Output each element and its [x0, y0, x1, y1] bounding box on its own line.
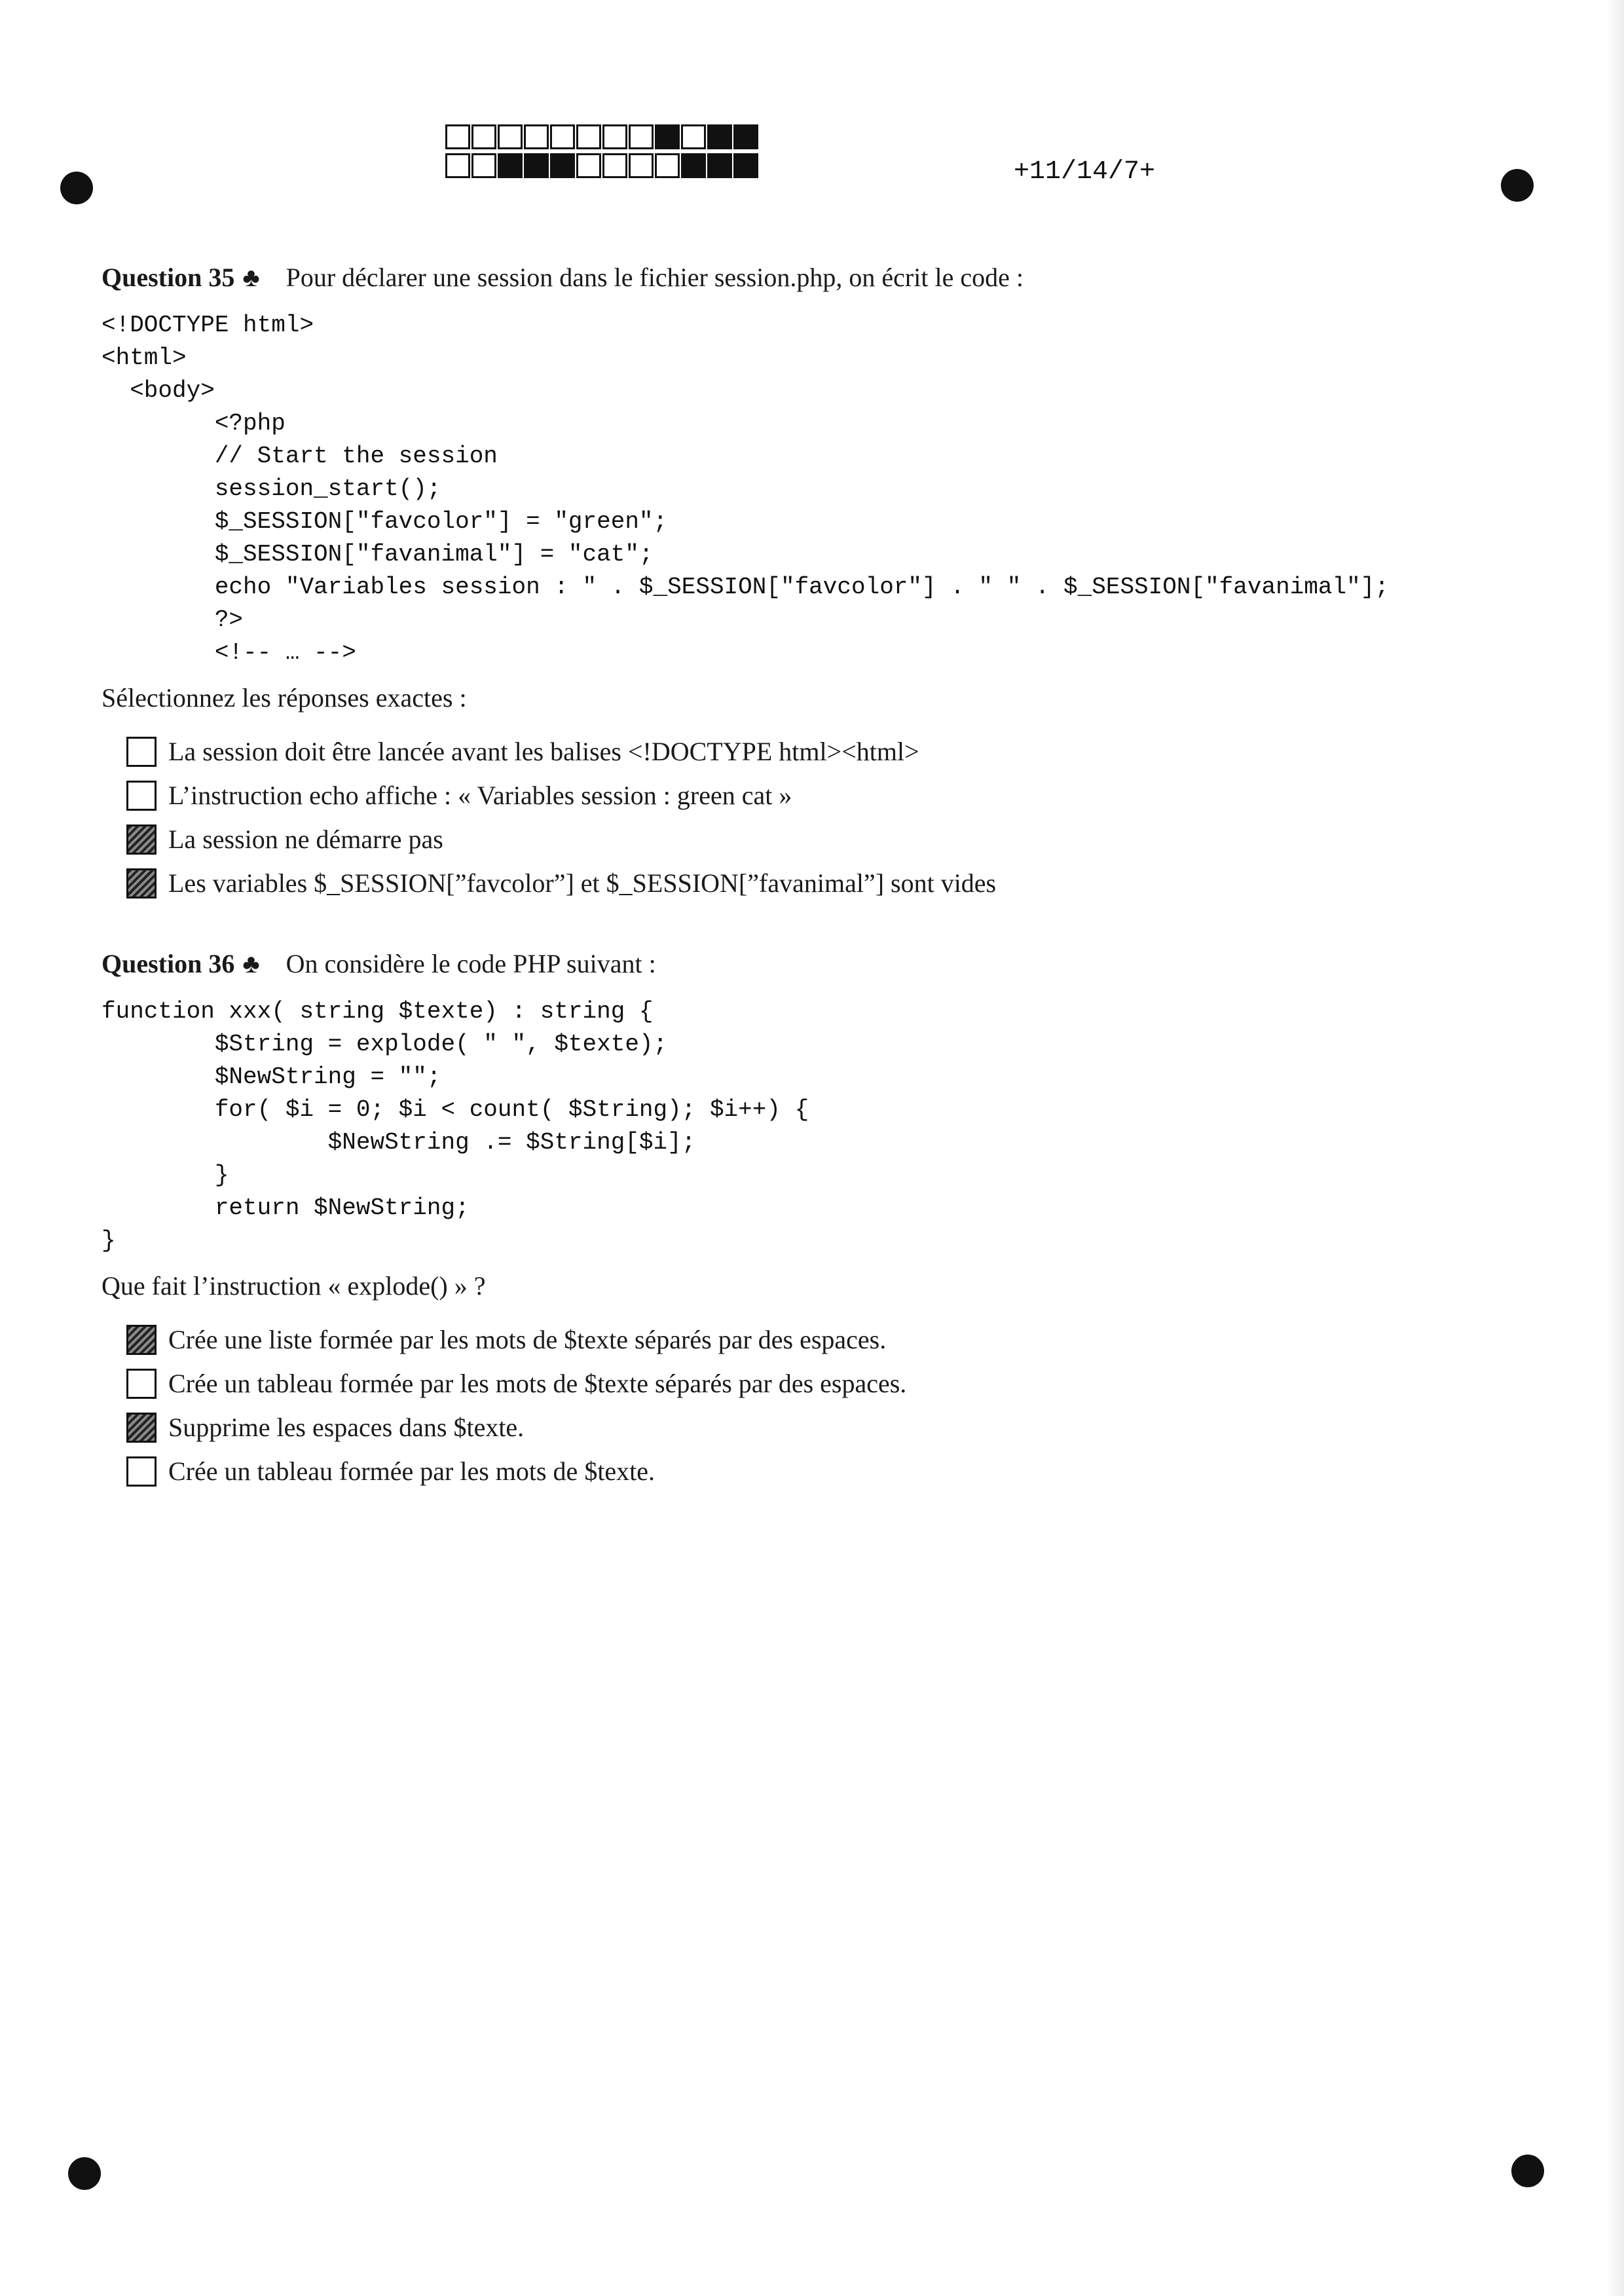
question-36: [101, 947, 1529, 1493]
question-header: [101, 261, 1529, 295]
question-number: Question 36: [101, 949, 235, 978]
code-line: $_SESSION["favanimal"] = "cat";: [101, 541, 654, 568]
answer-list: [126, 730, 1529, 905]
code-line: $String = explode( " ", $texte);: [101, 1031, 668, 1058]
code-line: }: [101, 1162, 229, 1189]
barcode-cell: [733, 153, 758, 178]
code-line: <?php: [101, 410, 286, 437]
barcode-cell: [707, 124, 732, 149]
barcode-cell: [707, 153, 732, 178]
answer-option[interactable]: [126, 1361, 1529, 1405]
code-line: function xxx( string $texte) : string {: [101, 998, 654, 1025]
page-barcode: [445, 124, 760, 182]
question-prompt: Sélectionnez les réponses exactes :: [101, 683, 467, 713]
answer-label: Les variables $_SESSION[”favcolor”] et $_SESSION[”favanimal”] sont vides: [168, 868, 997, 898]
barcode-cell: [524, 124, 549, 149]
empty-checkbox[interactable]: [126, 1369, 157, 1399]
empty-checkbox[interactable]: [126, 781, 157, 811]
barcode-cell: [471, 124, 496, 149]
checked-checkbox[interactable]: [126, 1325, 157, 1355]
barcode-cell: [471, 153, 496, 178]
barcode-cell: [655, 153, 680, 178]
question-intro: Pour déclarer une session dans le fichier session.php, on écrit le code :: [286, 263, 1024, 292]
code-line: $NewString .= $String[$i];: [101, 1129, 696, 1156]
answer-list: [126, 1318, 1529, 1493]
code-line: }: [101, 1227, 116, 1254]
question-35: [101, 261, 1529, 905]
barcode-cell: [576, 124, 601, 149]
code-line: // Start the session: [101, 443, 498, 470]
barcode-cell: [550, 153, 575, 178]
answer-option[interactable]: [126, 1318, 1529, 1361]
page-id: +11/14/7+: [1014, 157, 1156, 187]
barcode-cell: [524, 153, 549, 178]
code-block: [101, 995, 1529, 1257]
answer-label: Crée une liste formée par les mots de $texte séparés par des espaces.: [168, 1325, 887, 1354]
barcode-cell: [445, 153, 470, 178]
code-block: [101, 309, 1529, 669]
club-icon: ♣: [242, 949, 260, 978]
barcode-cell: [681, 124, 706, 149]
answer-label: Supprime les espaces dans $texte.: [168, 1413, 525, 1442]
barcode-cell: [602, 124, 627, 149]
checked-checkbox[interactable]: [126, 824, 157, 855]
answer-option[interactable]: [126, 1405, 1529, 1449]
checked-checkbox[interactable]: [126, 868, 157, 898]
barcode-cell: [498, 124, 523, 149]
corner-marker-top-right: [1501, 169, 1534, 202]
code-line: for( $i = 0; $i < count( $String); $i++) {: [101, 1096, 809, 1123]
empty-checkbox[interactable]: [126, 737, 157, 767]
checked-checkbox[interactable]: [126, 1413, 157, 1443]
question-number: Question 35: [101, 263, 235, 292]
answer-label: Crée un tableau formée par les mots de $texte.: [168, 1456, 655, 1486]
question-header: [101, 947, 1529, 981]
code-line: session_start();: [101, 475, 441, 502]
barcode-row: [445, 124, 760, 149]
code-line: echo "Variables session : " . $_SESSION["favcolor"] . " " . $_SESSION["favanimal"];: [101, 574, 1389, 601]
question-intro: On considère le code PHP suivant :: [286, 949, 656, 978]
club-icon: ♣: [242, 263, 260, 292]
barcode-cell: [498, 153, 523, 178]
barcode-cell: [445, 124, 470, 149]
barcode-cell: [681, 153, 706, 178]
code-line: return $NewString;: [101, 1194, 470, 1221]
answer-option[interactable]: [126, 730, 1529, 773]
answer-option[interactable]: [126, 1449, 1529, 1493]
answer-label: La session ne démarre pas: [168, 824, 443, 854]
corner-marker-bottom-right: [1511, 2155, 1544, 2187]
scan-edge-shadow: [1607, 0, 1624, 2296]
code-line: <body>: [101, 377, 215, 404]
empty-checkbox[interactable]: [126, 1456, 157, 1487]
answer-option[interactable]: [126, 817, 1529, 861]
code-line: <!DOCTYPE html>: [101, 312, 314, 339]
code-line: <!-- … -->: [101, 639, 356, 666]
code-line: $_SESSION["favcolor"] = "green";: [101, 508, 668, 535]
barcode-row: [445, 153, 760, 178]
answer-label: L’instruction echo affiche : « Variables session : green cat »: [168, 781, 792, 810]
code-line: <html>: [101, 344, 187, 371]
answer-option[interactable]: [126, 861, 1529, 905]
code-line: $NewString = "";: [101, 1064, 441, 1090]
answer-label: Crée un tableau formée par les mots de $texte séparés par des espaces.: [168, 1369, 907, 1398]
barcode-cell: [629, 124, 654, 149]
corner-marker-top-left: [60, 172, 93, 204]
answer-label: La session doit être lancée avant les balises <!DOCTYPE html><html>: [168, 737, 919, 766]
code-line: ?>: [101, 606, 244, 633]
barcode-cell: [733, 124, 758, 149]
barcode-cell: [550, 124, 575, 149]
answer-option[interactable]: [126, 773, 1529, 817]
barcode-cell: [602, 153, 627, 178]
question-prompt: Que fait l’instruction « explode() » ?: [101, 1271, 486, 1301]
barcode-cell: [655, 124, 680, 149]
barcode-cell: [576, 153, 601, 178]
corner-marker-bottom-left: [68, 2157, 101, 2190]
barcode-cell: [629, 153, 654, 178]
